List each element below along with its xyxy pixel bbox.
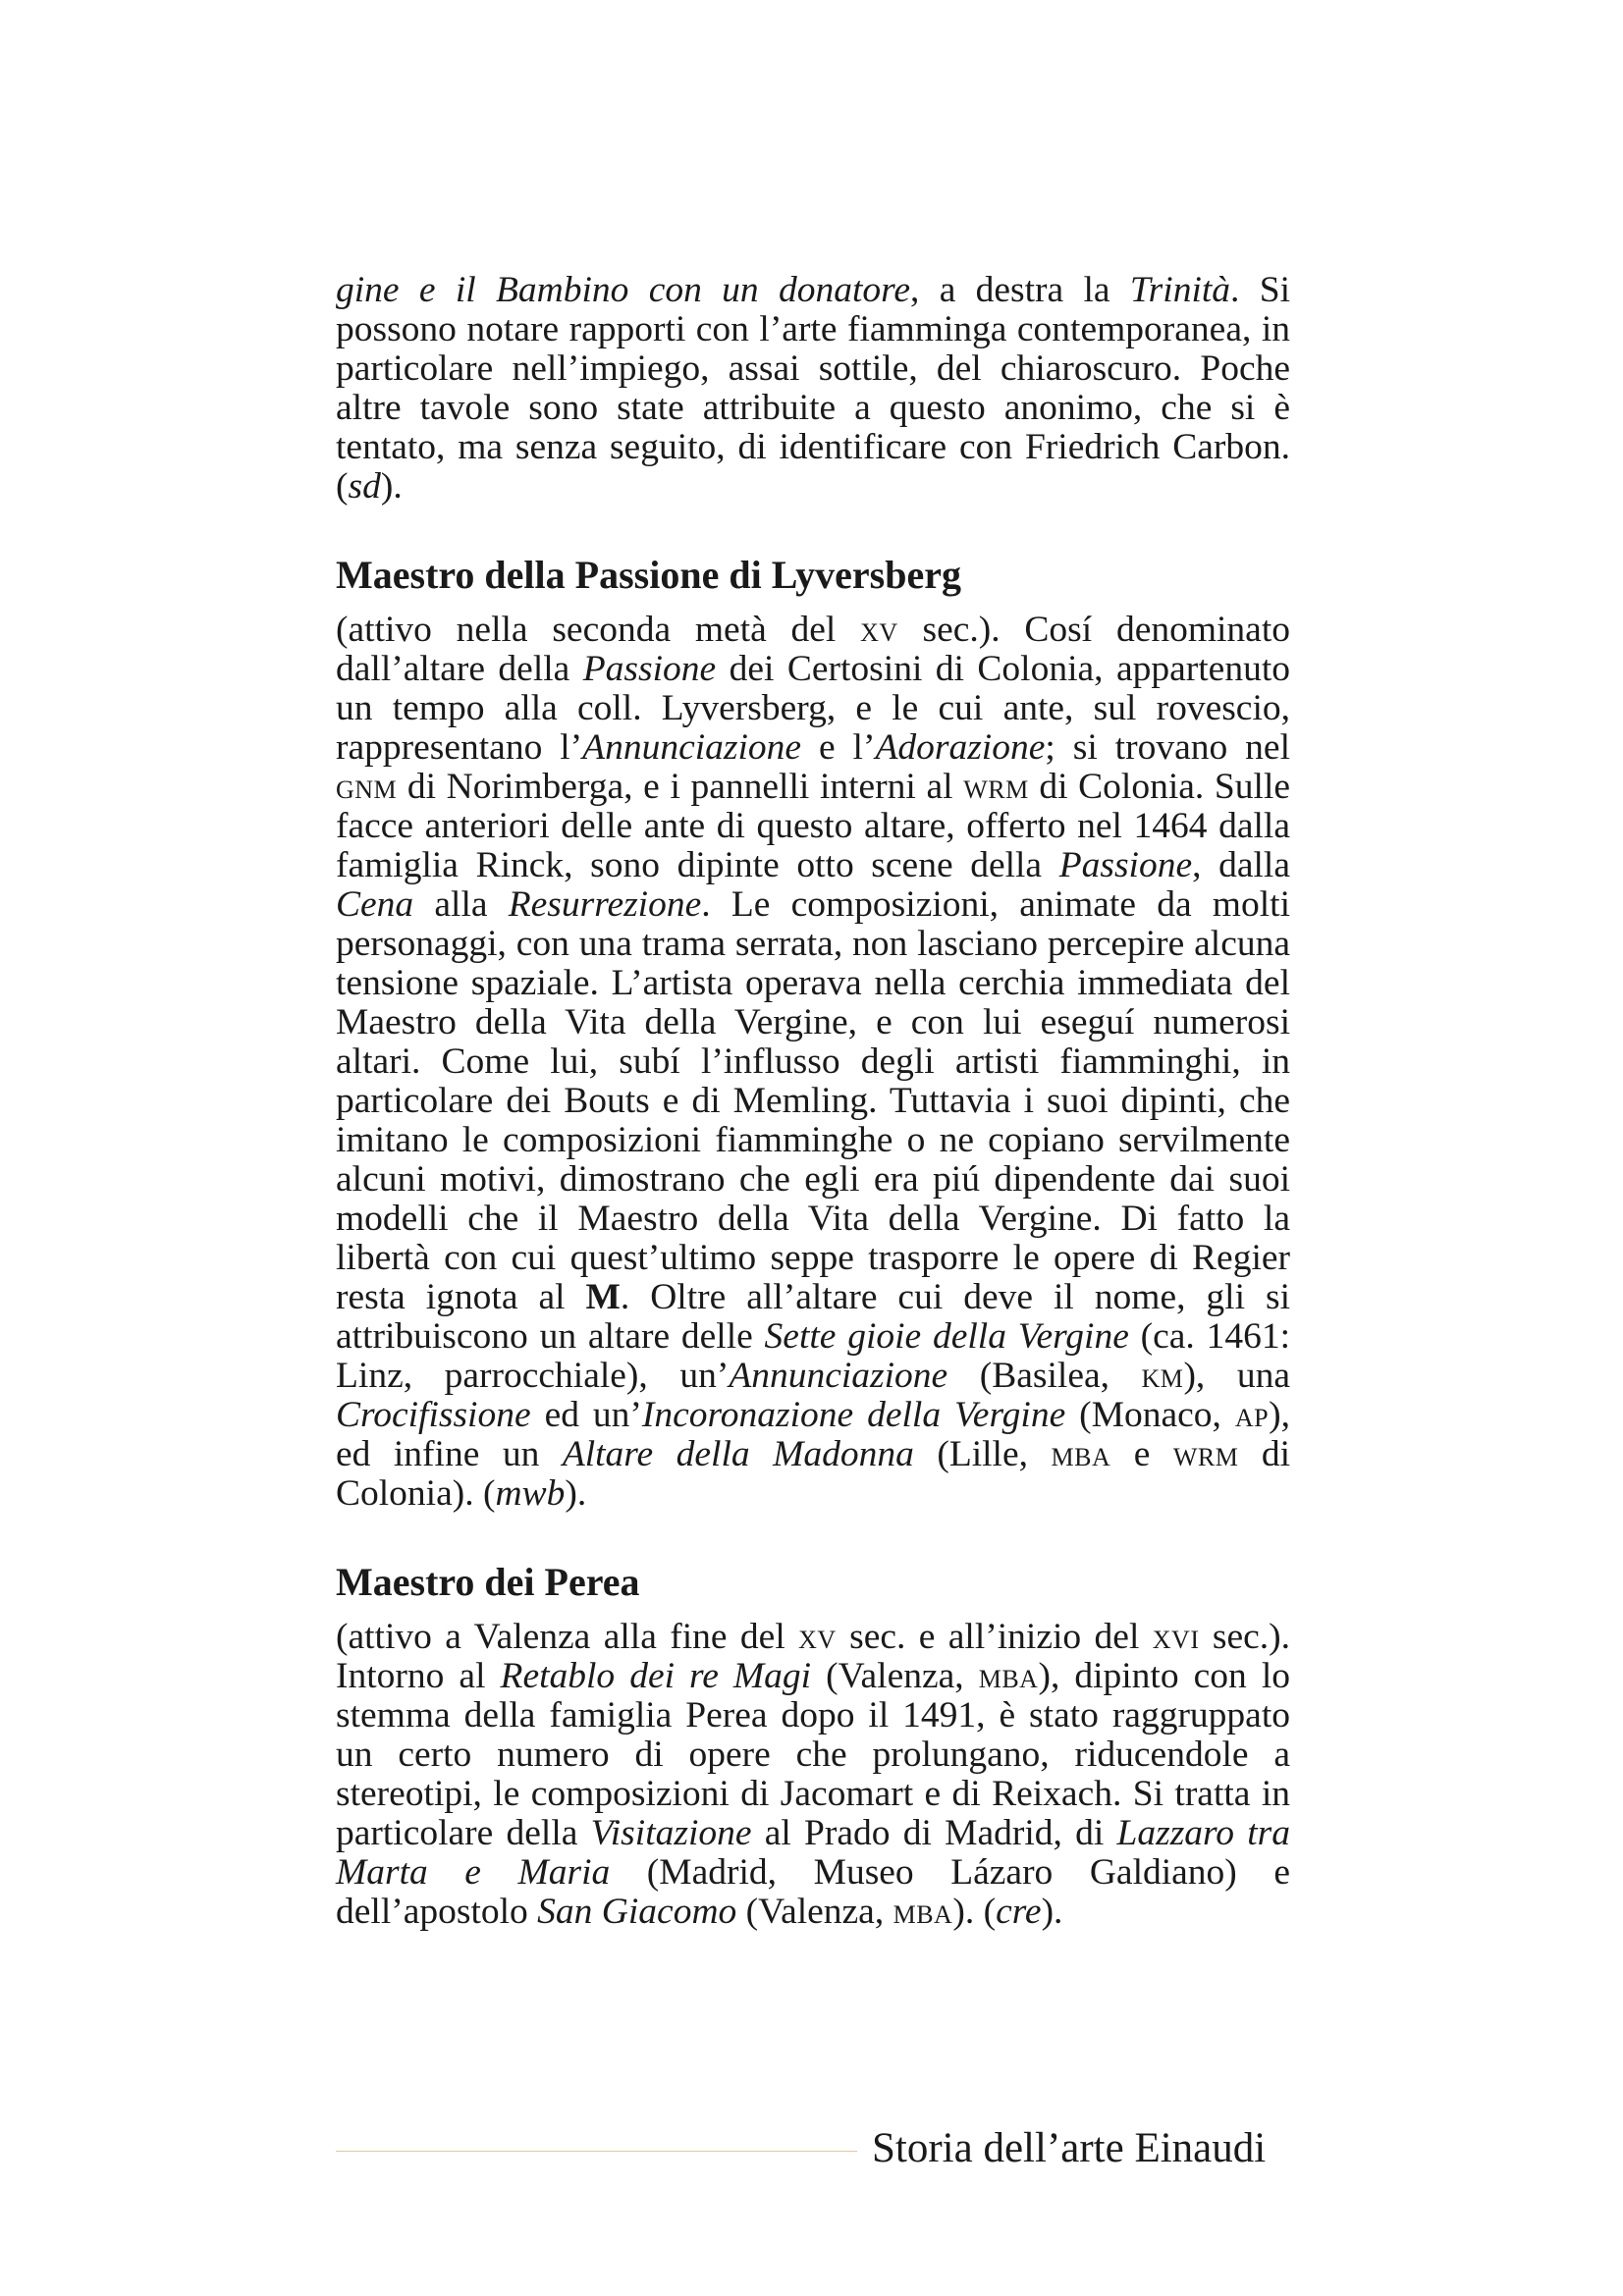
entry-title-lyversberg: Maestro della Passione di Lyversberg [336, 553, 961, 597]
footer-label: Storia dell’arte Einaudi [872, 2125, 1267, 2171]
entry-title-perea: Maestro dei Perea [336, 1560, 640, 1604]
entry-body-perea: (attivo a Valenza alla fine del xv sec. e all’inizio del xvi sec.). Intorno al Retablo dei re Magi (Valenza, mba), dipinto con lo stemma della famiglia Perea dopo il 1491, è stato raggruppato un certo numero di opere che prolungano, riducendole a stereotipi, le composizioni di Jacomart e di Reixach. Si tratta in particolare della Visitazione al Prado di Madrid, di Lazzaro tra Marta e Maria (Madrid, Museo Lázaro Galdiano) e dell’apostolo San Giacomo (Valenza, mba). (cre). [336, 1617, 1290, 1932]
footer-rule [336, 2151, 857, 2152]
entry-body-lyversberg: (attivo nella seconda metà del xv sec.). Cosí denominato dall’altare della Passione dei Certosini di Colonia, appartenuto un tempo alla coll. Lyversberg, e le cui ante, sul rovescio, rappresentano l’Annunciazione e l’Adorazione; si trovano nel gnm di Norimberga, e i pannelli interni al wrm di Colonia. Sulle facce anteriori delle ante di questo altare, offerto nel 1464 dalla famiglia Rinck, sono dipinte otto scene della Passione, dalla Cena alla Resurrezione. Le composizioni, animate da molti personaggi, con una trama serrata, non lasciano percepire alcuna tensione spaziale. L’artista operava nella cerchia immediata del Maestro della Vita della Vergine, e con lui eseguí numerosi altari. Come lui, subí l’influsso degli artisti fiamminghi, in particolare dei Bouts e di Memling. Tuttavia i suoi dipinti, che imitano le composizioni fiamminghe o ne copiano servilmente alcuni motivi, dimostrano che egli era piú dipendente dai suoi modelli che il Maestro della Vita della Vergine. Di fatto la libertà con cui quest’ultimo seppe trasporre le opere di Regier resta ignota al M. Oltre all’altare cui deve il nome, gli si attribuiscono un altare delle Sette gioie della Vergine (ca. 1461: Linz, parrocchiale), un’Annunciazione (Basilea, km), una Crocifissione ed un’Incoronazione della Vergine (Monaco, ap), ed infine un Altare della Madonna (Lille, mba e wrm di Colonia). (mwb). [336, 610, 1291, 1514]
text-column [336, 271, 1290, 1932]
intro-paragraph: gine e il Bambino con un donatore, a destra la Trinità. Si possono notare rapporti con l’arte fiamminga contemporanea, in particolare nell’impiego, assai sottile, del chiaroscuro. Poche altre tavole sono state attribuite a questo anonimo, che si è tentato, ma senza seguito, di identificare con Friedrich Carbon. (sd). [336, 270, 1290, 507]
